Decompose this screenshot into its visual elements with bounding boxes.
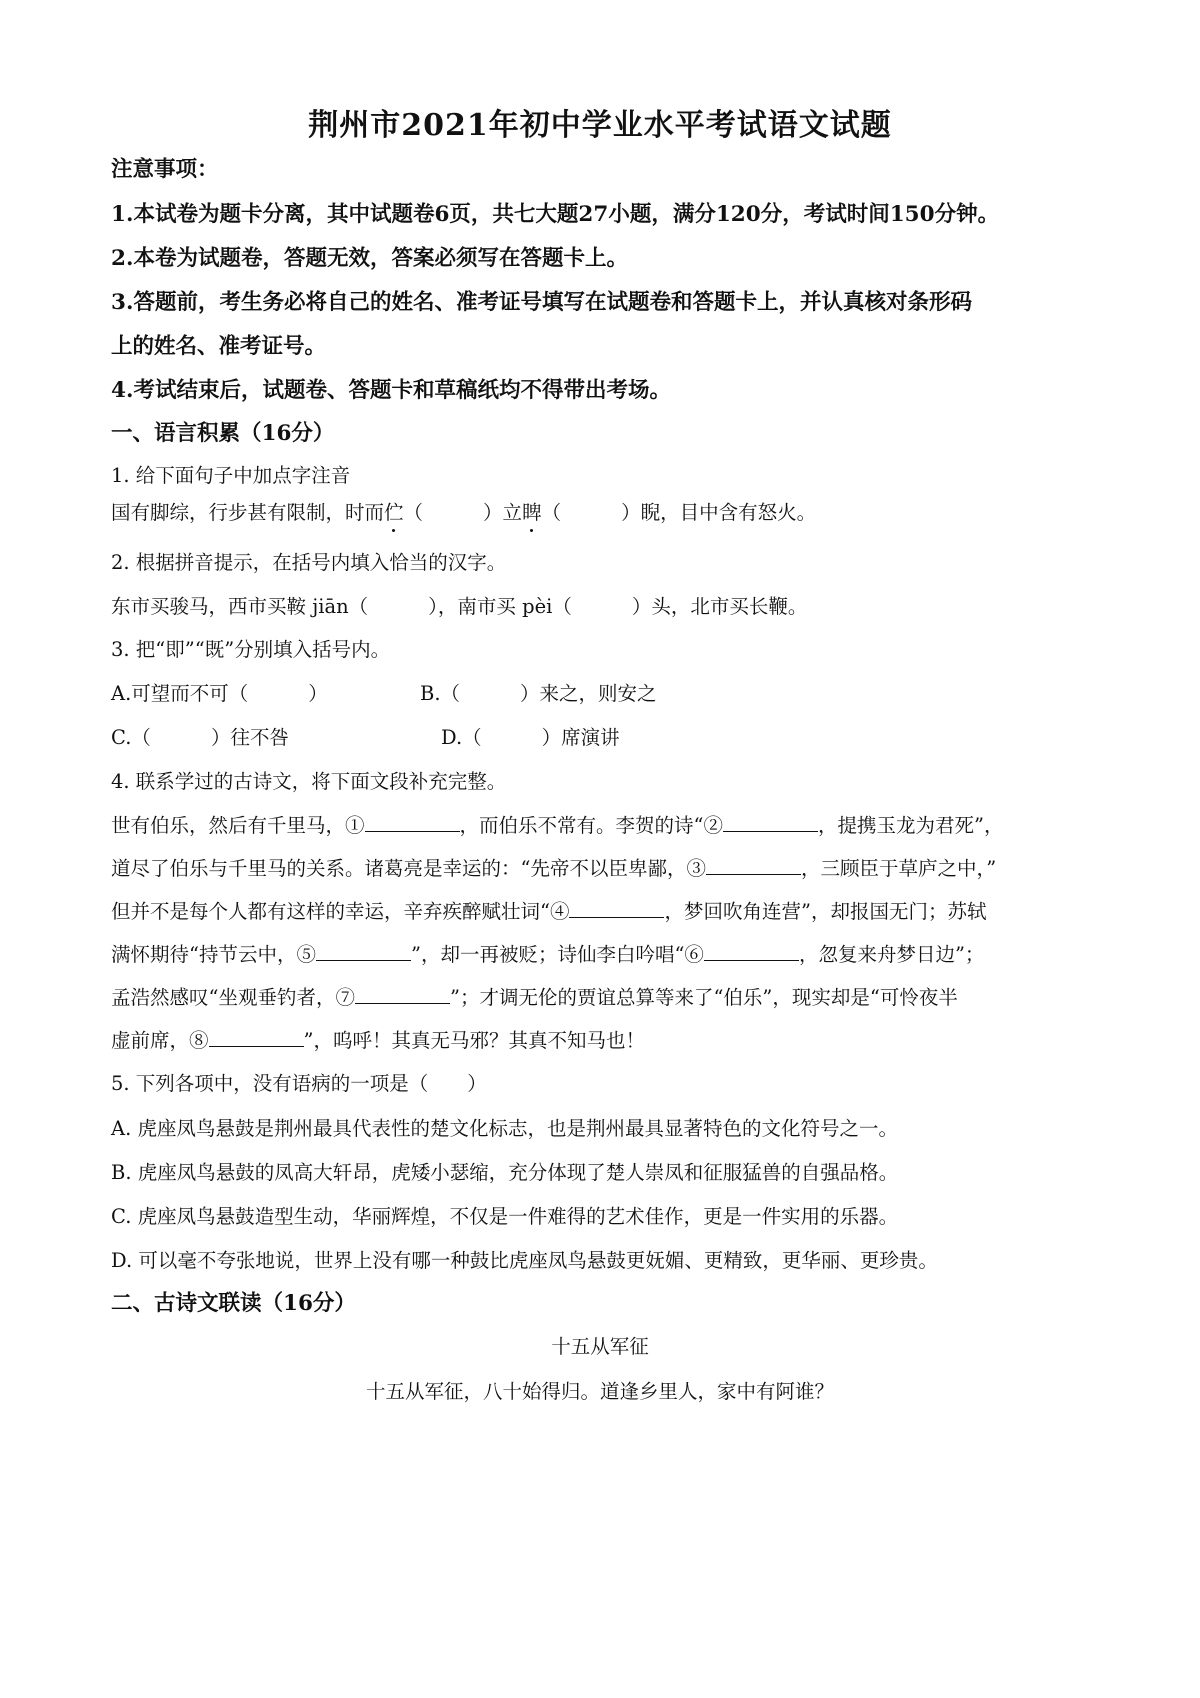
q1-paren-open-2: （ [541, 501, 562, 524]
q4-line-2 [111, 853, 996, 881]
q3-c-text: C.（ [111, 726, 151, 749]
q3-option-b [420, 678, 657, 706]
q3-option-a [111, 678, 328, 706]
q3-c-end: ）往不咎 [210, 726, 289, 749]
notice-heading: 注意事项： [111, 157, 219, 182]
q4-stem: 4. 联系学过的古诗文，将下面文段补充完整。 [111, 770, 507, 793]
q3-b-end: ）来之，则安之 [520, 682, 657, 705]
q1-text-2: ）立 [483, 501, 523, 524]
q4-l1-text-c: ，提携玉龙为君死”， [818, 814, 1004, 837]
q4-blank-1[interactable] [365, 813, 460, 832]
q4-l2-text-a: 道尽了伯乐与千里马的关系。诸葛亮是幸运的：“先帝不以臣卑鄙，③ [111, 857, 706, 880]
q2-stem: 2. 根据拼音提示，在括号内填入恰当的汉字。 [111, 551, 507, 574]
notice-item-3-cont: 上的姓名、准考证号。 [111, 334, 327, 359]
q1-stem: 1. 给下面句子中加点字注音 [111, 464, 351, 487]
q1-sentence [111, 497, 816, 525]
q5-option-d: D. 可以毫不夸张地说，世界上没有哪一种鼓比虎座凤鸟悬鼓更妩媚、更精致，更华丽、更珍贵。 [111, 1249, 938, 1272]
q4-l5-text-b: ”；才调无伦的贾谊总算等来了“伯乐”，现实却是“可怜夜半 [449, 986, 958, 1009]
q4-blank-8[interactable] [209, 1028, 304, 1047]
poem-title: 十五从军征 [551, 1335, 649, 1358]
q4-l2-text-b: ，三顾臣于草庐之中，” [800, 857, 997, 880]
q3-b-text: B.（ [420, 682, 461, 705]
q1-paren-open-1: （ [403, 501, 424, 524]
q4-blank-4[interactable] [569, 899, 664, 918]
q2-text-1: 东市买骏马，西市买鞍 jiān（ [111, 595, 369, 618]
q2-sentence [111, 591, 807, 619]
q1-dotted-char-1: 伫 [384, 497, 404, 525]
q4-l1-text-b: ，而伯乐不常有。李贺的诗“② [459, 814, 723, 837]
q3-stem: 3. 把“即”“既”分别填入括号内。 [111, 638, 391, 661]
q4-l6-text-b: ”，呜呼！其真无马邪？其真不知马也！ [303, 1029, 645, 1052]
q1-dotted-char-2: 睥 [522, 497, 542, 525]
notice-item-2: 2.本卷为试题卷，答题无效，答案必须写在答题卡上。 [111, 246, 628, 271]
q4-line-4 [111, 939, 984, 967]
q3-a-end: ） [308, 682, 328, 705]
notice-item-1: 1.本试卷为题卡分离，其中试题卷6页，共七大题27小题，满分120分，考试时间150分钟。 [111, 202, 1000, 227]
q5-stem: 5. 下列各项中，没有语病的一项是（ ） [111, 1072, 487, 1095]
q1-text-3: ）睨，目中含有怒火。 [621, 501, 817, 524]
q4-l5-text-a: 孟浩然感叹“坐观垂钓者，⑦ [111, 986, 355, 1009]
q4-blank-7[interactable] [355, 985, 450, 1004]
q4-line-6 [111, 1025, 645, 1053]
q2-text-2: ），南市买 pèi（ [428, 595, 572, 618]
section-2-heading: 二、古诗文联读（16分） [111, 1291, 356, 1316]
q5-option-a: A. 虎座凤鸟悬鼓是荆州最具代表性的楚文化标志，也是荆州最具显著特色的文化符号之一。 [111, 1117, 898, 1140]
q5-option-c: C. 虎座凤鸟悬鼓造型生动，华丽辉煌，不仅是一件难得的艺术佳作，更是一件实用的乐器。 [111, 1205, 899, 1228]
page-title: 荆州市2021年初中学业水平考试语文试题 [308, 108, 892, 143]
q4-l3-text-b: ，梦回吹角连营”，却报国无门；苏轼 [664, 900, 987, 923]
q4-l1-text-a: 世有伯乐，然后有千里马，① [111, 814, 365, 837]
q2-text-3: ）头，北市买长鞭。 [631, 595, 808, 618]
q4-blank-3[interactable] [706, 856, 801, 875]
q3-option-c [111, 722, 289, 750]
q4-l4-text-b: ”，却一再被贬；诗仙李白吟唱“⑥ [410, 943, 704, 966]
q4-blank-2[interactable] [723, 813, 818, 832]
q3-d-text: D.（ [441, 726, 482, 749]
q4-line-5 [111, 982, 958, 1010]
q3-a-text: A.可望而不可（ [111, 682, 249, 705]
q4-l4-text-a: 满怀期待“持节云中，⑤ [111, 943, 316, 966]
q4-line-1 [111, 810, 1003, 838]
q4-line-3 [111, 896, 986, 924]
section-1-heading: 一、语言积累（16分） [111, 421, 335, 446]
q3-option-d [441, 722, 620, 750]
q4-blank-6[interactable] [704, 942, 799, 961]
notice-item-4: 4.考试结束后，试题卷、答题卡和草稿纸均不得带出考场。 [111, 378, 671, 403]
q4-l6-text-a: 虚前席，⑧ [111, 1029, 209, 1052]
q5-option-b: B. 虎座凤鸟悬鼓的凤高大轩昂，虎矮小瑟缩，充分体现了楚人崇凤和征服猛兽的自强品格。 [111, 1161, 899, 1184]
q1-text-1: 国有脚综，行步甚有限制，时而 [111, 501, 385, 524]
q3-d-end: ）席演讲 [541, 726, 620, 749]
q4-l3-text-a: 但并不是每个人都有这样的幸运，辛弃疾醉赋壮词“④ [111, 900, 570, 923]
q4-blank-5[interactable] [316, 942, 411, 961]
notice-item-3: 3.答题前，考生务必将自己的姓名、准考证号填写在试题卷和答题卡上，并认真核对条形码 [111, 290, 972, 315]
poem-line-1: 十五从军征，八十始得归。道逢乡里人，家中有阿谁？ [365, 1380, 834, 1403]
q4-l4-text-c: ，忽复来舟梦日边”； [798, 943, 985, 966]
